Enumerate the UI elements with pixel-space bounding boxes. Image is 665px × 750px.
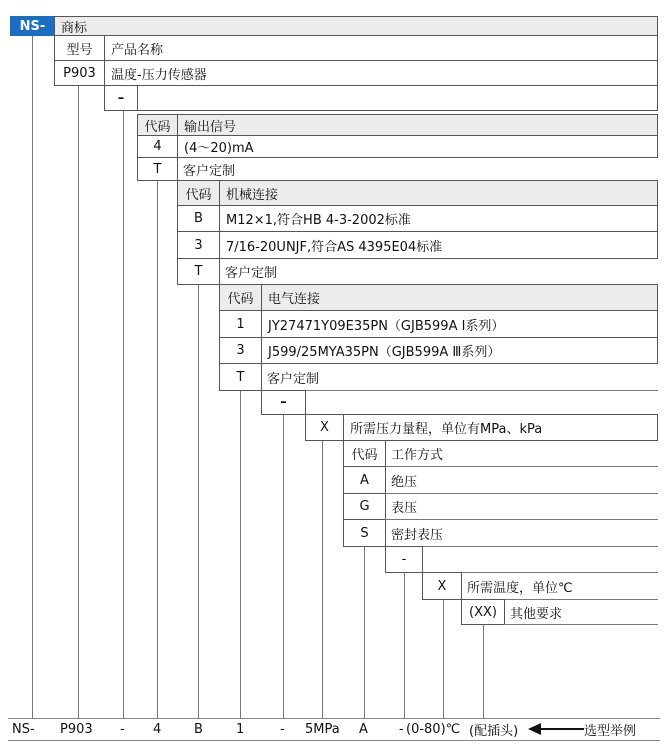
mode-row-3-name-cell [385,519,443,547]
elec-row-1-code-cell [219,310,262,338]
mode-row-2-code-cell [343,493,386,520]
model-code-cell [54,60,105,86]
mode-header-code-cell [343,440,386,467]
mode-line-4 [385,546,658,547]
elec-row-1-name-cell [261,310,658,338]
model-name: 温度-压力传感器 [111,67,207,83]
mech-row-3-name: 客户定制 [225,266,278,281]
elec-row-3-code-cell [219,363,262,391]
example-part-sep1: - [120,721,125,737]
temp-code: X [437,578,447,594]
elec-row-2-code-cell [219,337,262,364]
elec-header-name-cell [261,284,658,311]
brand-label-cell [54,16,658,36]
mode-row-1-code: A [360,472,369,488]
separator-2: – [280,395,287,410]
guide-line-sep3 [404,572,405,718]
elec-row-2-name: J599/25MYA35PN（GJB599A Ⅲ系列） [268,345,501,360]
mode-line-3 [385,519,658,520]
model-header-name: 产品名称 [111,42,164,58]
model-name-cell [104,60,658,86]
guide-line-output [157,180,158,718]
guide-line-range [322,440,323,718]
elec-row-3-name-cell [261,363,319,391]
range-code-cell [305,414,344,441]
example-bottom-line [8,740,660,741]
elec-row-2-code: 3 [236,343,245,358]
output-row-1-code: 4 [153,139,162,154]
guide-line-temp [443,599,444,718]
model-header-name-cell [104,35,658,61]
temp-name-cell [461,572,573,600]
mech-header-code: 代码 [185,187,212,203]
example-part-other: (配插头) [469,723,519,739]
separator-2-cell [261,390,306,415]
output-row-2-name: 客户定制 [183,163,236,179]
mode-row-1-name: 绝压 [391,474,418,490]
brand-label: 商标 [61,20,88,36]
elec-header-code-cell [219,284,262,311]
mode-row-3-name: 密封表压 [391,527,444,543]
output-row-2-code-cell [137,157,178,181]
mode-row-1-name-cell [385,466,417,494]
guide-line-model [78,85,79,718]
mech-row-2-name: 7/16-20UNJF,符合AS 4395E04标准 [226,239,443,255]
temp-name: 所需温度，单位℃ [467,580,573,596]
guide-line-other [483,624,484,718]
mode-header-name-cell [385,440,443,467]
mech-row-3-code: T [194,264,203,279]
example-part-output: 4 [153,721,162,737]
range-name: 所需压力量程，单位有MPa、kPa [350,422,543,437]
guide-line-elec [240,390,241,718]
other-name-cell [504,599,562,625]
other-code-cell [461,599,505,625]
example-part-elec: 1 [236,721,245,737]
left-arrow-icon [528,723,584,735]
example-label: 选型举例 [584,723,637,739]
output-header-code: 代码 [144,119,171,135]
mode-row-2-code: G [359,499,370,514]
separator-1-cell [104,85,138,111]
example-part-brand: NS- [12,721,35,737]
range-code: X [320,420,329,435]
output-header-name-cell [177,114,658,136]
example-part-range: 5MPa [305,721,340,737]
guide-line-sep2 [283,414,284,718]
mech-row-2-code-cell [177,231,220,259]
mode-row-2-name: 表压 [391,501,418,516]
elec-row-1-code: 1 [236,316,245,332]
other-bottom-line [504,624,658,625]
output-header-code-cell [137,114,178,136]
elec-row-3-name: 客户定制 [267,371,320,387]
elec-row-1-name: JY27471Y09E35PN（GJB599A Ⅰ系列） [268,318,505,334]
elec-row-3-code: T [236,369,245,385]
brand-code-cell [10,16,55,36]
separator-1: – [117,90,125,106]
model-header-label-cell [54,35,105,61]
separator-1-fill [137,85,658,111]
example-part-model: P903 [60,721,93,737]
elec-bottom-line [261,390,658,391]
example-part-mech: B [194,721,203,737]
other-code: (XX) [469,604,497,620]
example-part-mode: A [359,721,368,737]
mech-row-1-code: B [194,211,203,226]
mech-row-2-name-cell [219,231,658,259]
guide-line-sep1 [123,110,124,718]
mech-row-3-name-cell [219,258,277,285]
mode-header-code: 代码 [351,448,378,463]
mode-row-1-code-cell [343,466,386,494]
mode-header-name: 工作方式 [391,448,444,463]
output-header-name: 输出信号 [184,119,237,135]
model-code: P903 [63,65,96,81]
mode-row-3-code-cell [343,519,386,547]
mech-header-code-cell [177,180,220,206]
temp-code-cell [422,572,462,600]
mech-row-1-name-cell [219,205,658,232]
guide-line-mode [364,546,365,718]
mode-line-2 [385,493,658,494]
mech-row-1-code-cell [177,205,220,232]
separator-3-cell [385,546,423,573]
mech-row-3-code-cell [177,258,220,285]
model-header-label: 型号 [66,42,93,58]
guide-line-mech [198,284,199,718]
other-name: 其他要求 [510,606,563,622]
output-row-1-name: (4～20)mA [184,141,254,156]
elec-header-code: 代码 [227,292,254,307]
mech-header-name: 机械连接 [226,187,279,203]
example-part-temp: (0-80)℃ [406,721,461,737]
mode-line-1 [385,466,658,467]
output-row-2-name-cell [177,157,235,181]
mech-header-name-cell [219,180,658,206]
brand-code: NS- [19,18,46,34]
output-row-2-code: T [153,161,162,177]
mode-row-3-code: S [360,525,369,541]
output-row-1-code-cell [137,135,178,158]
elec-header-name: 电气连接 [268,292,321,307]
mode-row-2-name-cell [385,493,417,520]
example-part-sep3: - [399,721,404,737]
range-name-cell [343,414,658,441]
separator-3: - [401,552,407,567]
example-part-sep2: - [280,721,285,737]
guide-line-brand [32,35,33,718]
mech-row-2-code: 3 [194,237,203,253]
mech-row-1-name: M12×1,符合HB 4-3-2002标准 [226,213,411,228]
output-row-1-name-cell [177,135,658,158]
elec-row-2-name-cell [261,337,658,364]
